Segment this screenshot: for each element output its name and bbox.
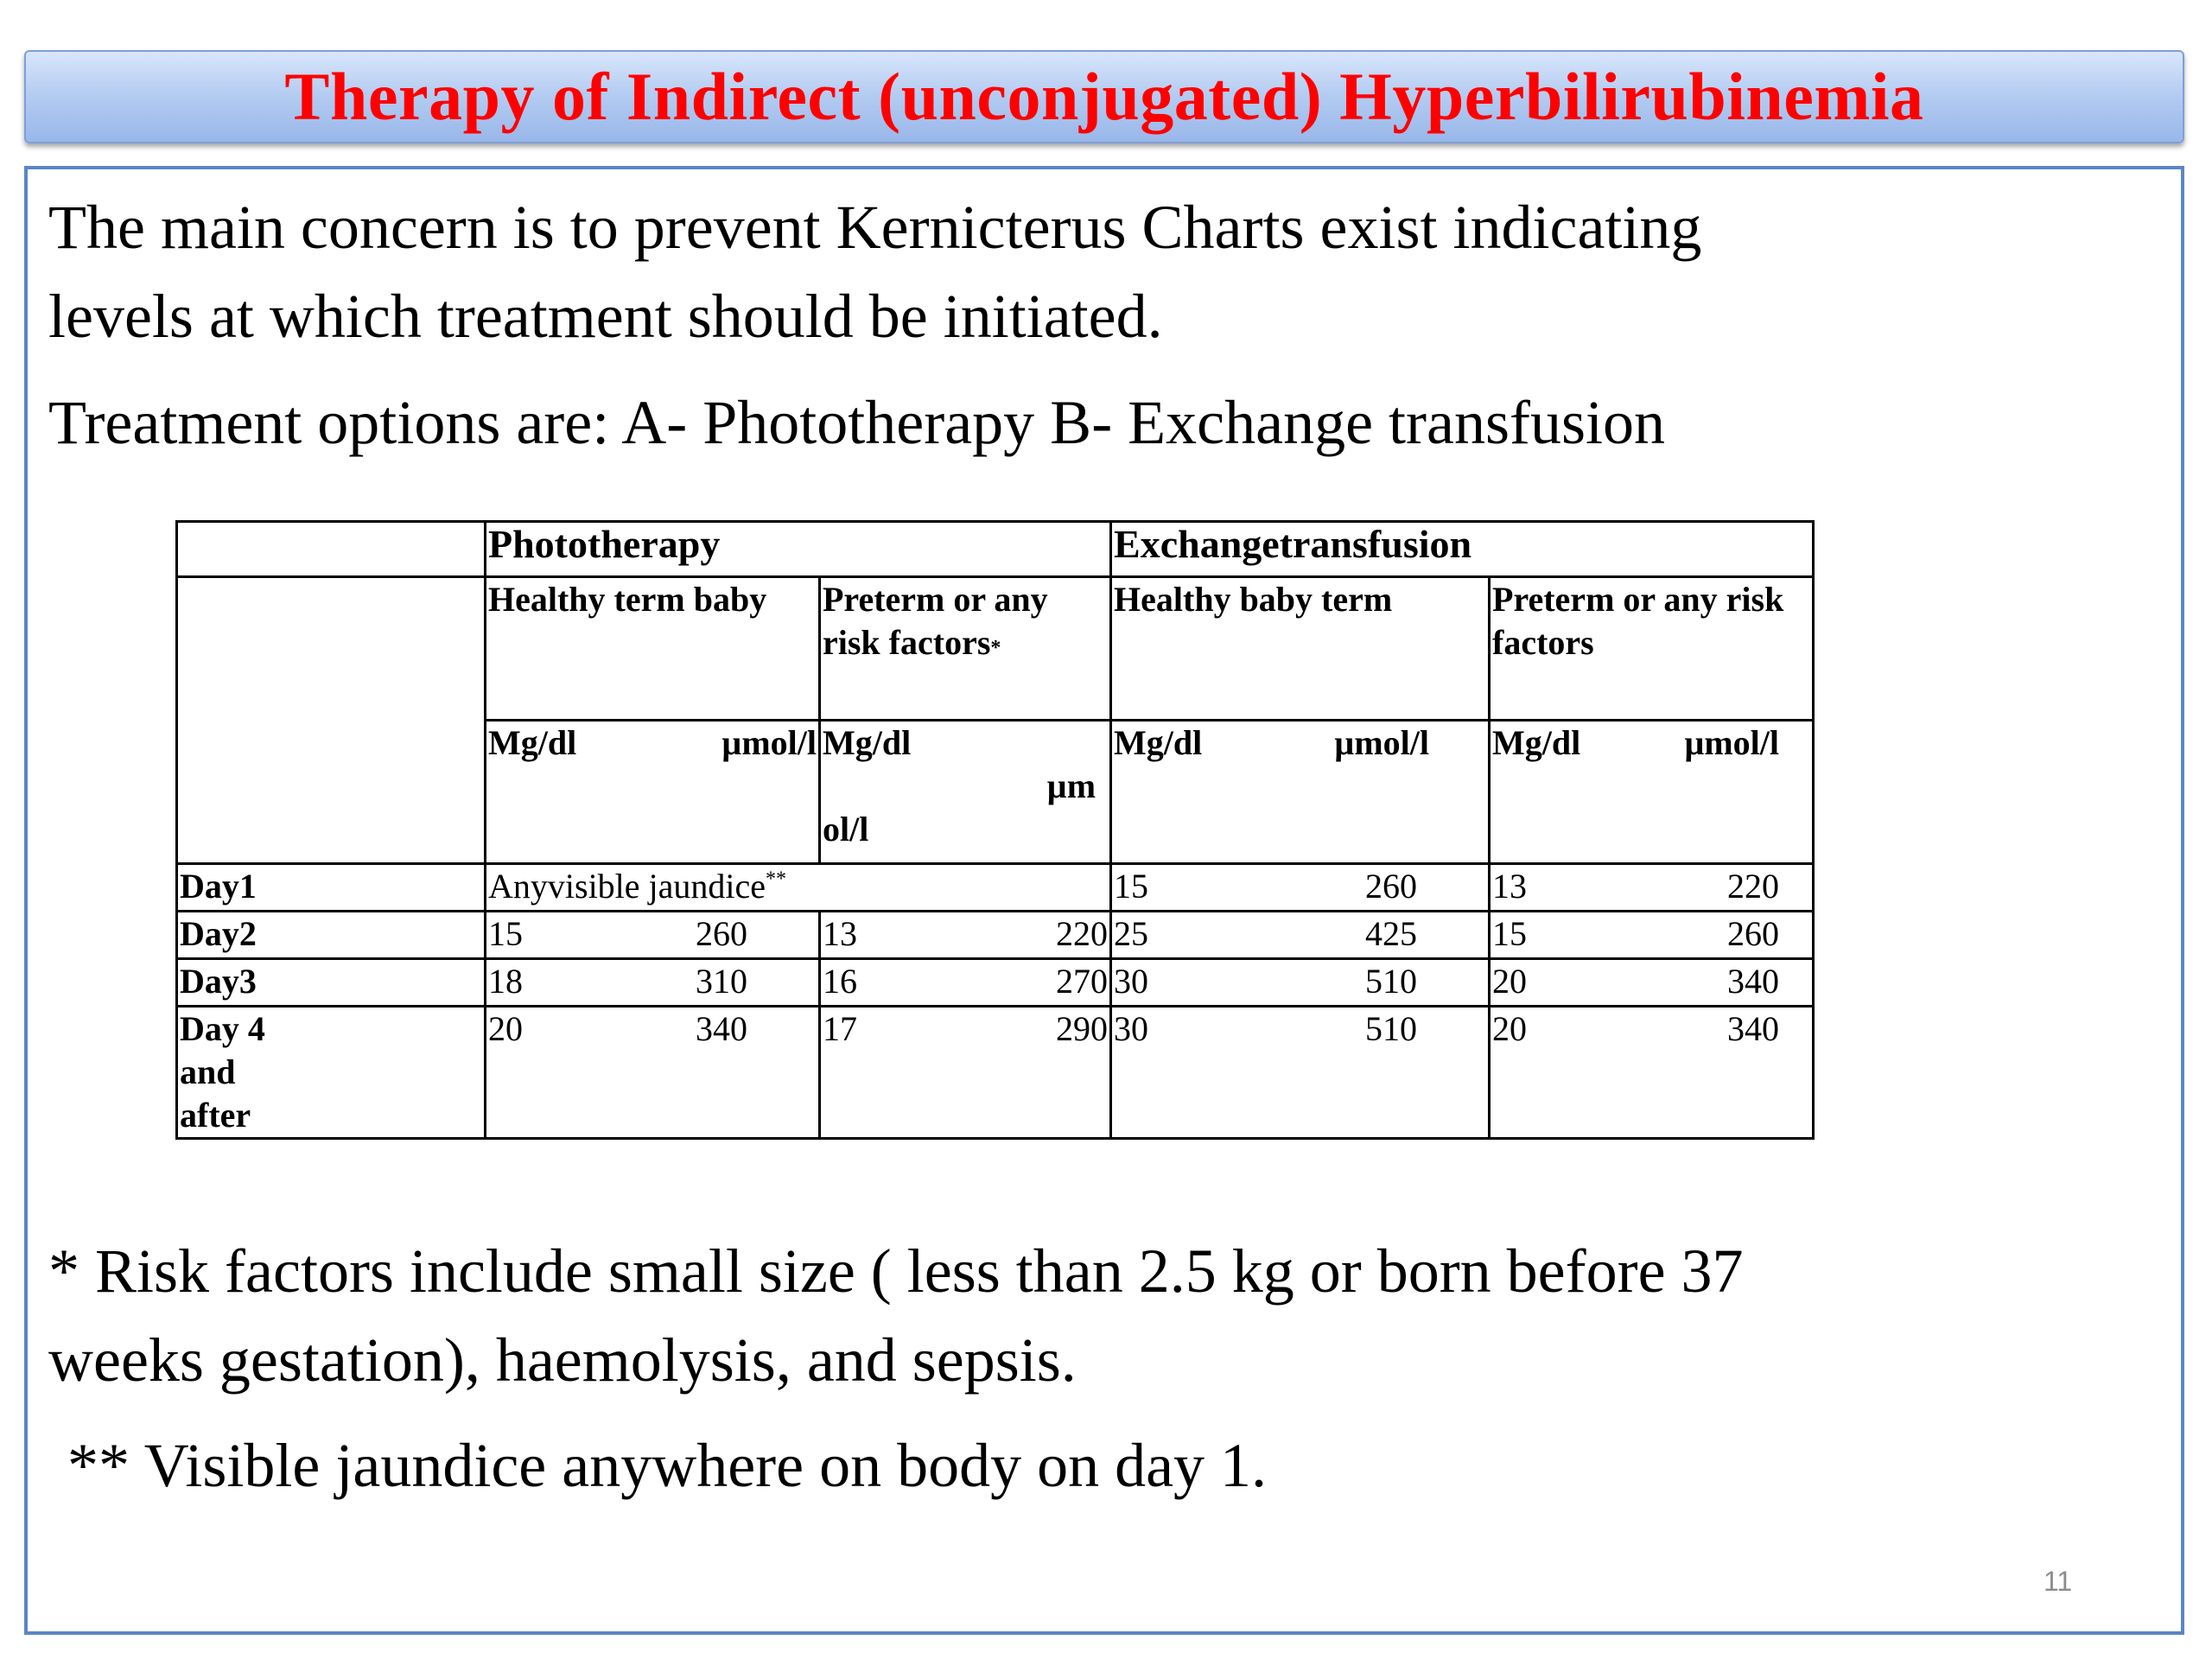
value-umol: 340	[1727, 962, 1780, 1001]
value-umol: 510	[1365, 962, 1418, 1001]
subheader-exchange-preterm: Preterm or any risk factors	[1490, 577, 1814, 721]
cell-exchange-preterm	[1490, 959, 1814, 1007]
intro-line-2: levels at which treatment should be initiated.	[48, 282, 1163, 351]
subheader-photo-healthy: Healthy term baby	[486, 577, 820, 721]
day-label-line-1: Day 4	[180, 1009, 265, 1048]
intro-paragraph	[48, 183, 1701, 361]
title-bar	[24, 50, 2184, 143]
cell-photo-preterm	[820, 1007, 1111, 1139]
value-umol: 310	[696, 962, 747, 1001]
value-mgdl: 20	[488, 1009, 523, 1048]
row-day-label: Day3	[177, 959, 486, 1007]
row-day-label	[177, 1007, 486, 1139]
table-row	[177, 864, 1814, 912]
subheader-exchange-healthy: Healthy baby term	[1111, 577, 1490, 721]
table-corner-cell	[177, 522, 486, 577]
value-umol: 220	[1056, 914, 1109, 953]
value-umol: 260	[1365, 867, 1418, 906]
day-label-line-2: and	[180, 1052, 236, 1091]
unit-umol: µmol/l	[721, 723, 817, 762]
value-mgdl: 30	[1114, 1009, 1149, 1048]
cell-exchange-healthy	[1111, 912, 1490, 959]
day-label-line-3: after	[180, 1096, 251, 1135]
subheader-photo-preterm-text: Preterm or any risk factors	[823, 580, 1048, 662]
header-exchange-transfusion: Exchangetransfusion	[1111, 522, 1814, 577]
jaundice-note: ** Visible jaundice anywhere on body on day 1.	[67, 1431, 1268, 1500]
unit-mgdl: Mg/dl	[1492, 723, 1581, 762]
row-day-label: Day1	[177, 864, 486, 912]
table-header-row	[177, 522, 1814, 577]
day1-phototherapy-span	[486, 864, 1111, 912]
value-umol: 510	[1365, 1009, 1418, 1048]
table-row	[177, 912, 1814, 959]
risk-note-line-2: weeks gestation), haemolysis, and sepsis.	[48, 1325, 1077, 1395]
value-mgdl: 25	[1114, 914, 1149, 953]
value-mgdl: 17	[823, 1009, 857, 1048]
units-photo-preterm	[820, 721, 1111, 864]
value-mgdl: 13	[1492, 867, 1528, 906]
units-exchange-healthy	[1111, 721, 1490, 864]
cell-exchange-healthy	[1111, 864, 1490, 912]
table-subheader-row	[177, 577, 1814, 721]
table-day-header-cell	[177, 577, 486, 864]
value-mgdl: 13	[823, 914, 857, 953]
value-mgdl: 30	[1114, 962, 1149, 1001]
unit-mgdl: Mg/dl	[1114, 723, 1203, 762]
unit-um-part1: µm	[1046, 766, 1096, 805]
value-umol: 340	[1727, 1009, 1780, 1048]
value-umol: 260	[1727, 914, 1780, 953]
value-mgdl: 15	[1492, 914, 1528, 953]
cell-photo-preterm	[820, 912, 1111, 959]
unit-mgdl: Mg/dl	[823, 723, 912, 762]
unit-um-part2: ol/l	[823, 810, 869, 849]
cell-photo-preterm	[820, 959, 1111, 1007]
value-umol: 340	[696, 1009, 747, 1048]
header-phototherapy: Phototherapy	[486, 522, 1111, 577]
day1-span-text: Anyvisible jaundice	[488, 867, 766, 906]
intro-line-1: The main concern is to prevent Kernicterus Charts exist indicating	[48, 193, 1702, 262]
value-umol: 220	[1727, 867, 1780, 906]
value-umol: 425	[1365, 914, 1418, 953]
subheader-photo-preterm	[820, 577, 1111, 721]
value-mgdl: 16	[823, 962, 857, 1001]
value-mgdl: 15	[488, 914, 523, 953]
cell-exchange-preterm	[1490, 912, 1814, 959]
table-row	[177, 959, 1814, 1007]
risk-note-line-1: * Risk factors include small size ( less than 2.5 kg or born before 37	[48, 1236, 1744, 1306]
value-mgdl: 18	[488, 962, 523, 1001]
risk-factors-note	[48, 1227, 1744, 1405]
unit-umol: µmol/l	[1684, 723, 1780, 762]
units-exchange-preterm	[1490, 721, 1814, 864]
treatment-table	[175, 520, 1815, 1140]
cell-photo-healthy	[486, 959, 820, 1007]
table-row	[177, 1007, 1814, 1139]
unit-mgdl: Mg/dl	[488, 723, 577, 762]
value-umol: 290	[1056, 1009, 1109, 1048]
cell-photo-healthy	[486, 912, 820, 959]
row-day-label: Day2	[177, 912, 486, 959]
slide-number: 11	[2044, 1566, 2073, 1597]
value-mgdl: 15	[1114, 867, 1149, 906]
value-mgdl: 20	[1492, 1009, 1528, 1048]
cell-exchange-preterm	[1490, 1007, 1814, 1139]
day1-span-sup: **	[766, 868, 787, 891]
slide-title: Therapy of Indirect (unconjugated) Hyperbilirubinemia	[284, 59, 1924, 134]
cell-exchange-preterm	[1490, 864, 1814, 912]
value-umol: 260	[696, 914, 747, 953]
units-photo-healthy	[486, 721, 820, 864]
value-mgdl: 20	[1492, 962, 1528, 1001]
cell-exchange-healthy	[1111, 959, 1490, 1007]
footnote-star: *	[990, 637, 1001, 659]
cell-photo-healthy	[486, 1007, 820, 1139]
unit-umol: µmol/l	[1334, 723, 1430, 762]
cell-exchange-healthy	[1111, 1007, 1490, 1139]
value-umol: 270	[1056, 962, 1109, 1001]
treatment-options: Treatment options are: A- Phototherapy B- Exchange transfusion	[48, 388, 1665, 457]
